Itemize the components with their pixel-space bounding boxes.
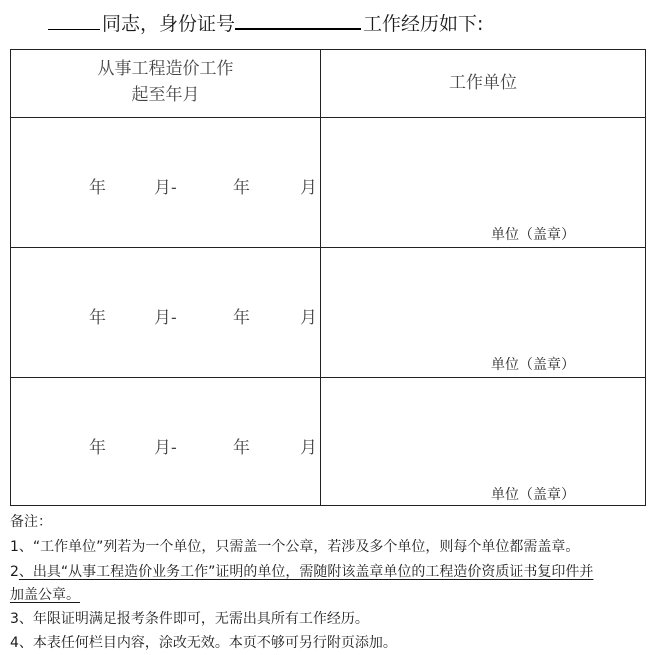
table-row-divider	[11, 377, 645, 378]
end-month-label: 月	[300, 308, 317, 328]
table-row-divider	[11, 247, 645, 248]
table-row-3-seal-label: 单位（盖章）	[491, 487, 575, 503]
start-year-label: 年	[89, 308, 106, 328]
note-2-continuation-text: 加盖公章。	[10, 587, 80, 603]
table-column-divider	[320, 50, 321, 505]
note-3: 3、年限证明满足报考条件即可，无需出具所有工作经历。	[10, 611, 369, 627]
end-year-label: 年	[233, 178, 250, 198]
start-month-label: 月-	[154, 308, 177, 328]
note-2-number: 2	[10, 564, 19, 580]
period-header-line1: 从事工程造价工作	[97, 59, 234, 79]
note-1: 1、“工作单位”列若为一个单位，只需盖一个公章，若涉及多个单位，则每个单位都需盖章。	[10, 539, 580, 555]
table-row-1-period[interactable]	[11, 173, 320, 198]
end-year-label: 年	[233, 438, 250, 458]
start-year-label: 年	[89, 438, 106, 458]
id-number-blank[interactable]	[235, 8, 361, 30]
header-text-after-name: 同志，身份证号	[102, 13, 236, 35]
table-row-divider	[11, 117, 645, 118]
table-row-2-seal-label: 单位（盖章）	[491, 357, 575, 373]
period-column-header	[11, 56, 320, 108]
header-text-after-id: 工作经历如下:	[363, 13, 484, 35]
name-blank[interactable]	[48, 9, 100, 30]
end-month-label: 月	[300, 178, 317, 198]
table-row-1-seal-label: 单位（盖章）	[491, 227, 575, 243]
start-month-label: 月-	[154, 438, 177, 458]
table-row-2-period[interactable]	[11, 303, 320, 328]
table-row-3-period[interactable]	[11, 433, 320, 458]
start-month-label: 月-	[154, 178, 177, 198]
note-2-text: 、出具“从事工程造价业务工作”证明的单位，需随附该盖章单位的工程造价资质证书复印件并	[18, 564, 594, 580]
end-year-label: 年	[233, 308, 250, 328]
notes-title: 备注：	[10, 514, 52, 530]
employer-column-header: 工作单位	[449, 73, 517, 93]
period-header-line2: 起至年月	[131, 85, 200, 105]
form-header	[48, 8, 483, 38]
note-2-continuation	[10, 584, 80, 604]
start-year-label: 年	[89, 178, 106, 198]
note-4: 4、本表任何栏目内容，涂改无效。本页不够可另行附页添加。	[10, 635, 397, 651]
note-2	[10, 561, 593, 581]
end-month-label: 月	[300, 438, 317, 458]
work-history-table	[10, 49, 646, 506]
